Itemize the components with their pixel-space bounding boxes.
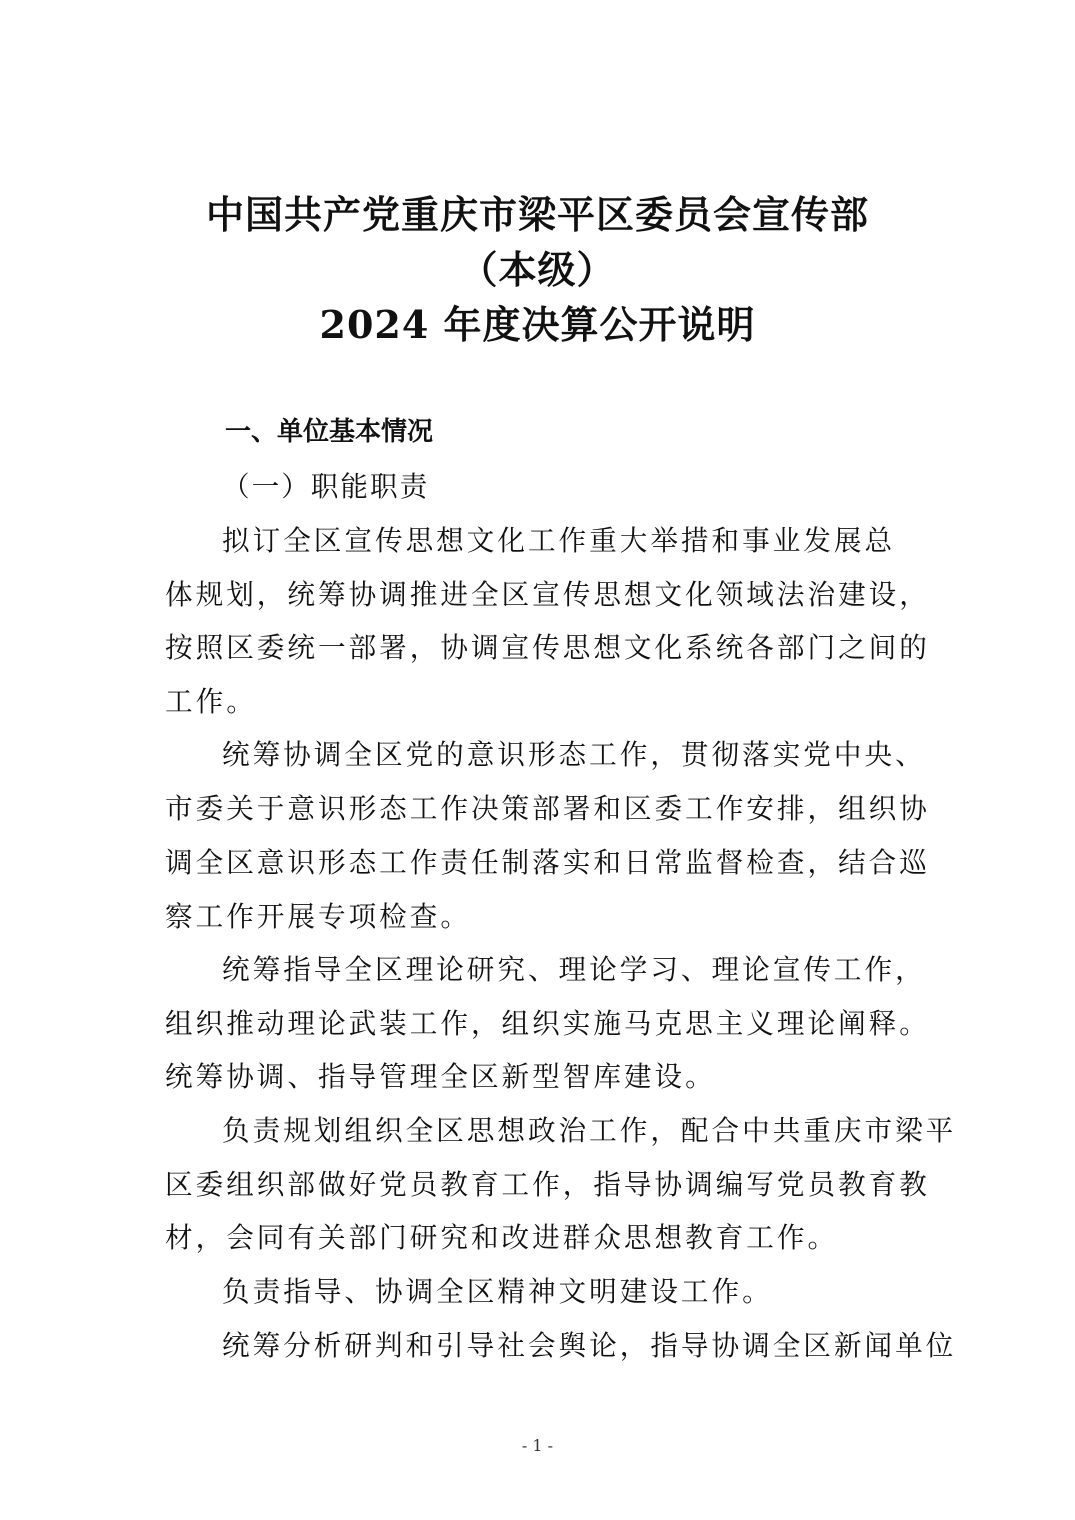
body-line: 统筹分析研判和引导社会舆论，指导协调全区新闻单位 (222, 1329, 957, 1362)
body-line: 体规划，统筹协调推进全区宣传思想文化领域法治建设， (165, 578, 930, 611)
subsection-heading: （一）职能职责 (222, 470, 430, 503)
body-line: 拟订全区宣传思想文化工作重大举措和事业发展总 (222, 524, 896, 557)
body-line: 统筹协调、指导管理全区新型智库建设。 (165, 1060, 716, 1093)
body-line: 市委关于意识形态工作决策部署和区委工作安排，组织协 (165, 792, 930, 825)
section-heading: 一、单位基本情况 (225, 417, 434, 447)
body-line: 按照区委统一部署，协调宣传思想文化系统各部门之间的 (165, 631, 930, 664)
body-line: 组织推动理论武装工作，组织实施马克思主义理论阐释。 (165, 1007, 930, 1040)
document-title-line-2: （本级） (459, 247, 616, 292)
page-number: - 1 - (521, 1436, 554, 1455)
body-line: 负责指导、协调全区精神文明建设工作。 (222, 1275, 773, 1308)
body-line: 工作。 (165, 685, 257, 718)
document-title-line-3: 2024 年度决算公开说明 (319, 302, 756, 347)
body-line: 负责规划组织全区思想政治工作，配合中共重庆市梁平 (222, 1114, 957, 1147)
document-title-line-1: 中国共产党重庆市梁平区委员会宣传部 (205, 192, 869, 237)
body-line: 调全区意识形态工作责任制落实和日常监督检查，结合巡 (165, 846, 930, 879)
body-line: 统筹协调全区党的意识形态工作，贯彻落实党中央、 (222, 738, 926, 771)
body-line: 材，会同有关部门研究和改进群众思想教育工作。 (165, 1221, 839, 1254)
body-line: 察工作开展专项检查。 (165, 900, 471, 933)
body-line: 统筹指导全区理论研究、理论学习、理论宣传工作， (222, 953, 926, 986)
body-line: 区委组织部做好党员教育工作，指导协调编写党员教育教 (165, 1168, 930, 1201)
